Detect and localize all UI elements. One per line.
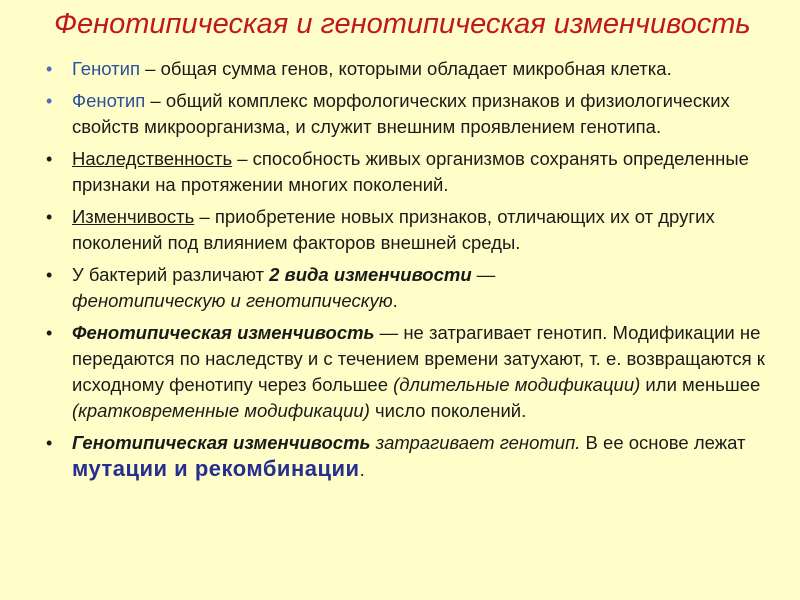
list-item-heredity	[46, 146, 766, 198]
definitions-list	[46, 56, 766, 489]
list-item-bacteria-types	[46, 262, 766, 314]
definition-genotype: – общая сумма генов, которыми обладает микробная клетка.	[140, 58, 672, 79]
phenotypic-short-mods: (кратковременные модификации)	[72, 400, 370, 421]
phenotypic-text-2: или меньшее	[640, 374, 761, 395]
phenotypic-long-mods: (длительные модификации)	[393, 374, 641, 395]
term-variability: Изменчивость	[72, 206, 195, 227]
genotypic-period-text: .	[359, 459, 365, 480]
bullet-icon: •	[46, 265, 53, 285]
list-item-genotype	[46, 56, 766, 82]
types-period-text: .	[392, 290, 398, 311]
phenotypic-text-3: число поколений.	[369, 400, 527, 421]
term-genotype: Генотип	[72, 58, 140, 79]
bullet-icon: •	[46, 91, 53, 111]
types-intro-text: У бактерий различают	[72, 264, 270, 285]
slide-title: Фенотипическая и генотипическая изменчивость	[54, 8, 751, 40]
definition-phenotype: – общий комплекс морфологических признаков и физиологических свойств микроорганизма, и служит внешним проявлением генотипа.	[72, 90, 730, 137]
term-genotypic-variability: Генотипическая изменчивость	[72, 432, 371, 453]
list-item-genotypic-variability	[46, 430, 766, 483]
bullet-icon: •	[46, 207, 53, 227]
bullet-icon: •	[46, 433, 53, 453]
term-heredity: Наследственность	[72, 148, 233, 169]
bullet-icon: •	[46, 323, 53, 343]
phenotypic-text-1: — не затрагивает генотип. Модификации не передаются по наследству и с течением времени затухают, т. е. возвращаются к исходному фенотипу через большее	[72, 322, 765, 395]
types-dash-text: —	[471, 264, 496, 285]
term-phenotypic-variability: Фенотипическая изменчивость	[72, 322, 375, 343]
list-item-variability	[46, 204, 766, 256]
genotypic-text-1: В ее основе лежат	[580, 432, 746, 453]
bullet-icon: •	[46, 149, 53, 169]
types-count-text: 2 вида изменчивости	[269, 264, 472, 285]
bullet-icon: •	[46, 59, 53, 79]
definition-heredity: – способность живых организмов сохранять определенные признаки на протяжении многих поколений.	[72, 148, 749, 195]
definition-variability: – приобретение новых признаков, отличающих их от других поколений под влиянием факторов внешней среды.	[72, 206, 715, 253]
term-phenotype: Фенотип	[72, 90, 146, 111]
types-list-text: фенотипическую и генотипическую	[72, 290, 393, 311]
mutations-recombinations-text: мутации и рекомбинации	[72, 456, 360, 481]
genotypic-italic-text: затрагивает генотип.	[370, 432, 581, 453]
list-item-phenotype	[46, 88, 766, 140]
list-item-phenotypic-variability	[46, 320, 766, 424]
